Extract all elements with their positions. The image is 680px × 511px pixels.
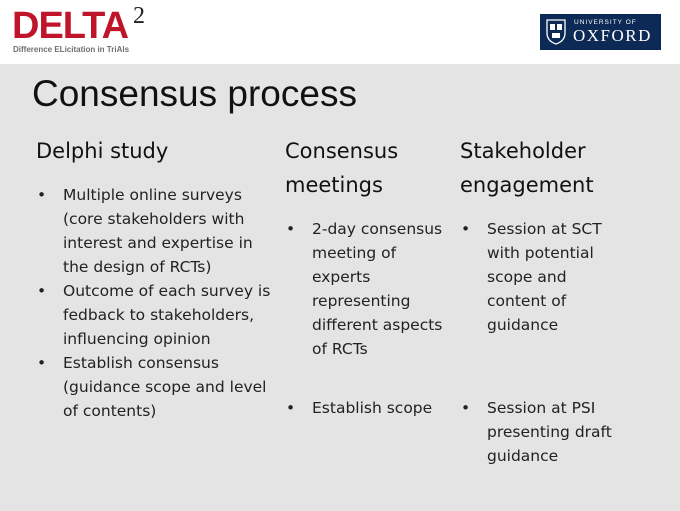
delta-logo-subtitle: Difference ELicitation in TriAls	[13, 45, 130, 54]
list-item-text: Session at SCT with potential scope and content of guidance	[487, 220, 602, 334]
list-item	[460, 217, 620, 337]
bullet-icon: •	[37, 282, 47, 300]
list-item	[36, 279, 276, 351]
list-item-text: Session at PSI presenting draft guidance	[487, 399, 612, 465]
column-delphi-study	[36, 134, 276, 423]
column-heading: Consensus meetings	[285, 139, 399, 197]
list-item	[36, 351, 276, 423]
slide-title: Consensus process	[32, 73, 357, 114]
list-item	[460, 396, 620, 468]
header-bar	[0, 0, 680, 64]
oxford-logo	[540, 14, 661, 50]
column-consensus-meetings	[285, 134, 450, 420]
bullet-icon: •	[286, 399, 296, 417]
delta-logo-superscript: 2	[133, 3, 145, 29]
oxford-crest-icon	[545, 18, 567, 45]
bullet-icon: •	[37, 186, 47, 204]
list-item	[285, 217, 450, 361]
bullet-list	[460, 217, 620, 468]
column-heading: Stakeholder engagement	[460, 139, 594, 197]
column-heading: Delphi study	[36, 139, 169, 163]
bullet-list	[285, 217, 450, 420]
list-item	[285, 396, 450, 420]
list-item-text: 2-day consensus meeting of experts representing different aspects of RCTs	[312, 220, 443, 358]
list-item-text: Establish consensus (guidance scope and level of contents)	[63, 354, 267, 420]
bullet-icon: •	[286, 220, 296, 238]
bullet-list	[36, 183, 276, 423]
column-stakeholder-engagement	[460, 134, 620, 468]
oxford-logo-line1: UNIVERSITY OF	[574, 19, 637, 26]
delta-logo-word: DELTA	[12, 5, 129, 47]
oxford-logo-line2: OXFORD	[573, 26, 652, 45]
bullet-icon: •	[461, 220, 471, 238]
list-item	[36, 183, 276, 279]
list-item-text: Multiple online surveys (core stakeholders with interest and expertise in the design of RCTs)	[63, 186, 253, 276]
delta-logo	[12, 3, 182, 58]
bullet-icon: •	[461, 399, 471, 417]
bullet-icon: •	[37, 354, 47, 372]
list-item-text: Outcome of each survey is fedback to stakeholders, influencing opinion	[63, 282, 271, 348]
list-item-text: Establish scope	[312, 399, 433, 417]
